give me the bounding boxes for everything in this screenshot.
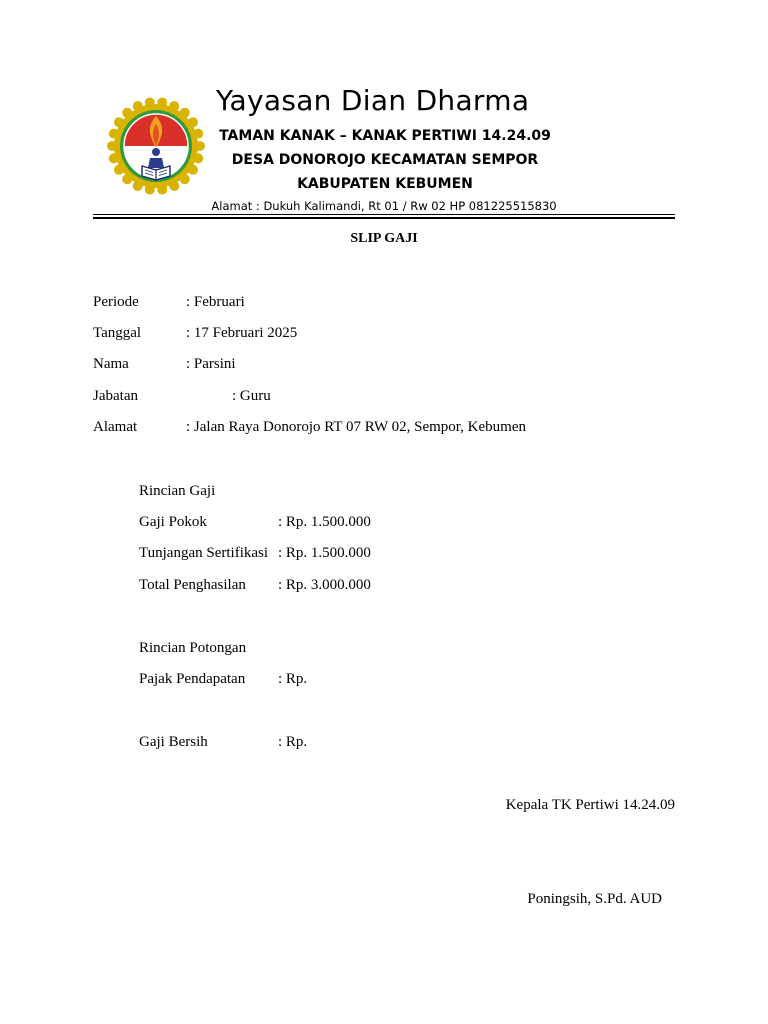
tanggal-value: : 17 Februari 2025 <box>186 325 298 341</box>
nama-label: Nama <box>93 356 129 372</box>
pajak-value: : Rp. <box>278 671 308 687</box>
pertiwi-emblem-icon <box>106 96 206 196</box>
jabatan-label: Jabatan <box>93 388 138 404</box>
rincian-gaji-heading: Rincian Gaji <box>139 483 216 499</box>
gaji-pokok-value: : Rp. 1.500.000 <box>278 514 371 530</box>
total-penghasilan-label: Total Penghasilan <box>139 577 246 593</box>
total-penghasilan-value: : Rp. 3.000.000 <box>278 577 371 593</box>
alamat-value: : Jalan Raya Donorojo RT 07 RW 02, Sempor, Kebumen <box>186 419 526 435</box>
school-name: TAMAN KANAK – KANAK PERTIWI 14.24.09 <box>219 128 551 144</box>
tunjangan-value: : Rp. 1.500.000 <box>278 545 371 561</box>
school-address: Alamat : Dukuh Kalimandi, Rt 01 / Rw 02 HP 081225515830 <box>211 199 557 213</box>
school-regency: KABUPATEN KEBUMEN <box>297 176 473 192</box>
nama-value: : Parsini <box>186 356 236 372</box>
periode-label: Periode <box>93 294 139 310</box>
gaji-pokok-label: Gaji Pokok <box>139 514 207 530</box>
organization-name: Yayasan Dian Dharma <box>216 84 530 117</box>
gaji-bersih-value: : Rp. <box>278 734 308 750</box>
signature-name: Poningsih, S.Pd. AUD <box>527 891 662 907</box>
document-title: SLIP GAJI <box>350 231 418 246</box>
letterhead-divider-thin <box>93 214 675 215</box>
tunjangan-label: Tunjangan Sertifikasi <box>139 545 269 561</box>
jabatan-value: : Guru <box>232 388 271 404</box>
periode-value: : Februari <box>186 294 245 310</box>
letterhead-divider-thick <box>93 217 675 219</box>
school-village-district: DESA DONOROJO KECAMATAN SEMPOR <box>231 152 539 168</box>
tanggal-label: Tanggal <box>93 325 142 341</box>
gaji-bersih-label: Gaji Bersih <box>139 734 208 750</box>
rincian-potongan-heading: Rincian Potongan <box>139 640 247 656</box>
alamat-label: Alamat <box>93 419 138 435</box>
pajak-label: Pajak Pendapatan <box>139 671 246 687</box>
signature-role: Kepala TK Pertiwi 14.24.09 <box>505 797 675 813</box>
